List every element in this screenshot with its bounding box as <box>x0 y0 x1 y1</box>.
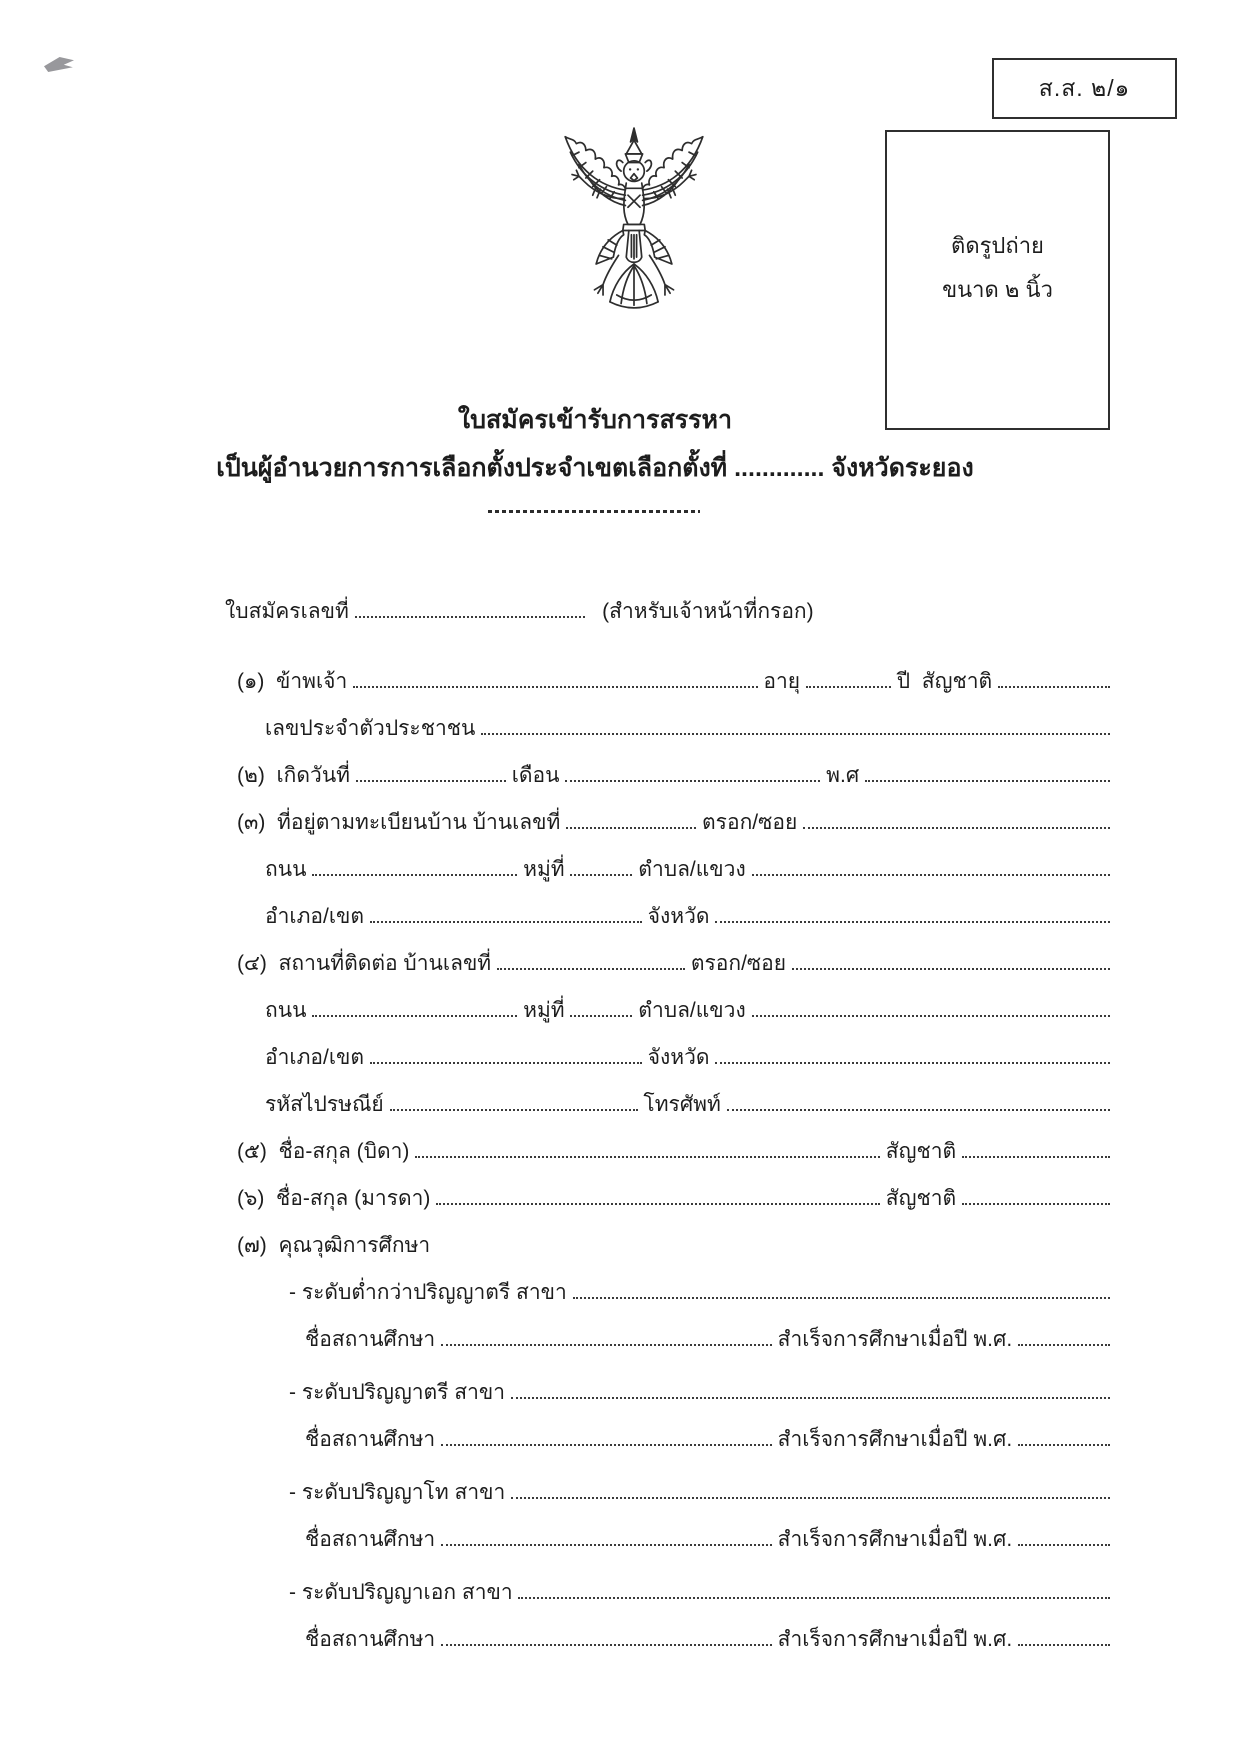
field-label: สัญชาติ <box>879 1187 962 1210</box>
dotted-fill-line <box>752 872 1110 876</box>
dotted-fill-line <box>1018 1542 1110 1546</box>
dotted-fill-line <box>436 1201 880 1205</box>
dotted-fill-line <box>865 778 1110 782</box>
dotted-fill-line <box>355 614 585 618</box>
dotted-fill-line <box>570 872 632 876</box>
edu-bachelor-school <box>225 1416 1110 1463</box>
right-wing <box>643 137 703 206</box>
item-7-education <box>225 1222 1110 1269</box>
edu-doctorate <box>225 1569 1110 1616</box>
field-label: (สำหรับเจ้าหน้าที่กรอก) <box>584 600 814 623</box>
item-1-id-number <box>225 705 1110 752</box>
dotted-fill-line <box>390 1107 638 1111</box>
field-label: ชื่อสถานศึกษา <box>305 1428 442 1451</box>
dotted-fill-line <box>441 1342 772 1346</box>
field-label: สำเร็จการศึกษาเมื่อปี พ.ศ. <box>771 1628 1018 1651</box>
field-label: (๖) ชื่อ-สกุล (มารดา) <box>237 1187 437 1210</box>
dashed-separator <box>488 510 700 513</box>
dotted-fill-line <box>481 731 1110 735</box>
edu-master <box>225 1469 1110 1516</box>
dotted-fill-line <box>370 919 642 923</box>
field-label: ชื่อสถานศึกษา <box>305 1628 442 1651</box>
field-label: สำเร็จการศึกษาเมื่อปี พ.ศ. <box>771 1528 1018 1551</box>
dotted-fill-line <box>353 684 757 688</box>
form-code-box <box>992 58 1177 119</box>
field-label: อำเภอ/เขต <box>265 905 370 928</box>
item-3-road <box>225 846 1110 893</box>
field-label: ชื่อสถานศึกษา <box>305 1328 442 1351</box>
field-label: เลขประจำตัวประชาชน <box>265 717 482 740</box>
left-wing <box>565 137 625 206</box>
dotted-fill-line <box>1018 1442 1110 1446</box>
item-1-name <box>225 658 1110 705</box>
item-4-road <box>225 987 1110 1034</box>
field-label: ถนน <box>265 858 313 881</box>
field-label: (๗) คุณวุฒิการศึกษา <box>237 1234 431 1257</box>
dotted-fill-line <box>511 1395 1110 1399</box>
field-label: (๑) ข้าพเจ้า <box>237 670 354 693</box>
field-label: เดือน <box>505 764 566 787</box>
field-label: ปี สัญชาติ <box>890 670 998 693</box>
field-label: (๓) ที่อยู่ตามทะเบียนบ้าน บ้านเลขที่ <box>237 811 567 834</box>
edu-bachelor <box>225 1369 1110 1416</box>
field-label: ตำบล/แขวง <box>632 858 752 881</box>
field-label: ชื่อสถานศึกษา <box>305 1528 442 1551</box>
dotted-fill-line <box>415 1154 880 1158</box>
dotted-fill-line <box>573 1295 1110 1299</box>
field-label: อำเภอ/เขต <box>265 1046 370 1069</box>
item-4-postal-phone <box>225 1081 1110 1128</box>
field-label: - ระดับปริญญาตรี สาขา <box>289 1381 511 1404</box>
field-label: รหัสไปรษณีย์ <box>265 1093 390 1116</box>
field-label: - ระดับปริญญาเอก สาขา <box>289 1581 519 1604</box>
field-label: (๒) เกิดวันที่ <box>237 764 356 787</box>
dotted-fill-line <box>752 1013 1110 1017</box>
item-5-father-name <box>225 1128 1110 1175</box>
dotted-fill-line <box>1018 1342 1110 1346</box>
dotted-fill-line <box>441 1542 772 1546</box>
edu-master-school <box>225 1516 1110 1563</box>
field-label: (๔) สถานที่ติดต่อ บ้านเลขที่ <box>237 952 497 975</box>
page-subtitle: เป็นผู้อำนวยการการเลือกตั้งประจำเขตเลือกตั้งที่ ............. จังหวัดระยอง <box>216 454 974 482</box>
edu-doctorate-school <box>225 1616 1110 1663</box>
garuda-emblem-icon <box>548 126 720 316</box>
item-4-district <box>225 1034 1110 1081</box>
dotted-fill-line <box>441 1442 772 1446</box>
dotted-fill-line <box>511 1495 1110 1499</box>
field-label: ใบสมัครเลขที่ <box>225 600 355 623</box>
field-label: พ.ศ <box>820 764 865 787</box>
field-label: - ระดับต่ำกว่าปริญญาตรี สาขา <box>289 1281 573 1304</box>
dotted-fill-line <box>998 684 1110 688</box>
field-label: หมู่ที่ <box>517 999 571 1022</box>
dotted-fill-line <box>806 684 891 688</box>
application-number <box>225 588 1110 635</box>
dotted-fill-line <box>356 778 506 782</box>
form-lines <box>225 588 1110 1663</box>
field-label: ตำบล/แขวง <box>632 999 752 1022</box>
page-title: ใบสมัครเข้ารับการสรรหา <box>457 406 733 434</box>
field-label: ถนน <box>265 999 313 1022</box>
dotted-fill-line <box>518 1595 1110 1599</box>
dotted-fill-line <box>497 966 685 970</box>
dotted-fill-line <box>370 1060 642 1064</box>
field-label: (๕) ชื่อ-สกุล (บิดา) <box>237 1140 416 1163</box>
item-3-district <box>225 893 1110 940</box>
dotted-fill-line <box>566 825 696 829</box>
field-label: - ระดับปริญญาโท สาขา <box>289 1481 512 1504</box>
dotted-fill-line <box>565 778 820 782</box>
form-code-label: ส.ส. ๒/๑ <box>1038 74 1131 101</box>
field-label: อายุ <box>757 670 806 693</box>
dotted-fill-line <box>792 966 1110 970</box>
edu-below-bachelor <box>225 1269 1110 1316</box>
dotted-fill-line <box>962 1154 1110 1158</box>
field-label: จังหวัด <box>641 1046 716 1069</box>
field-label: ตรอก/ซอย <box>696 811 804 834</box>
dotted-fill-line <box>441 1642 772 1646</box>
item-6-mother-name <box>225 1175 1110 1222</box>
dotted-fill-line <box>312 1013 517 1017</box>
dotted-fill-line <box>570 1013 632 1017</box>
dotted-fill-line <box>803 825 1110 829</box>
photo-box-line1: ติดรูปถ่าย <box>951 233 1044 258</box>
dotted-fill-line <box>715 919 1110 923</box>
field-label: หมู่ที่ <box>517 858 571 881</box>
item-2-birthdate <box>225 752 1110 799</box>
dotted-fill-line <box>1018 1642 1110 1646</box>
photo-attach-box <box>885 130 1110 430</box>
field-label: สำเร็จการศึกษาเมื่อปี พ.ศ. <box>771 1328 1018 1351</box>
dotted-fill-line <box>962 1201 1110 1205</box>
dotted-fill-line <box>727 1107 1110 1111</box>
dotted-fill-line <box>312 872 517 876</box>
field-label: จังหวัด <box>641 905 716 928</box>
field-label: ตรอก/ซอย <box>685 952 792 975</box>
item-4-contact-address <box>225 940 1110 987</box>
field-label: สัญชาติ <box>879 1140 962 1163</box>
edu-below-bachelor-school <box>225 1316 1110 1363</box>
item-3-registered-address <box>225 799 1110 846</box>
scan-smudge-artifact <box>44 57 74 72</box>
form-title-block <box>0 396 1190 492</box>
field-label: โทรศัพท์ <box>637 1093 727 1116</box>
photo-box-line2: ขนาด ๒ นิ้ว <box>942 277 1053 302</box>
dotted-fill-line <box>715 1060 1110 1064</box>
field-label: สำเร็จการศึกษาเมื่อปี พ.ศ. <box>771 1428 1018 1451</box>
